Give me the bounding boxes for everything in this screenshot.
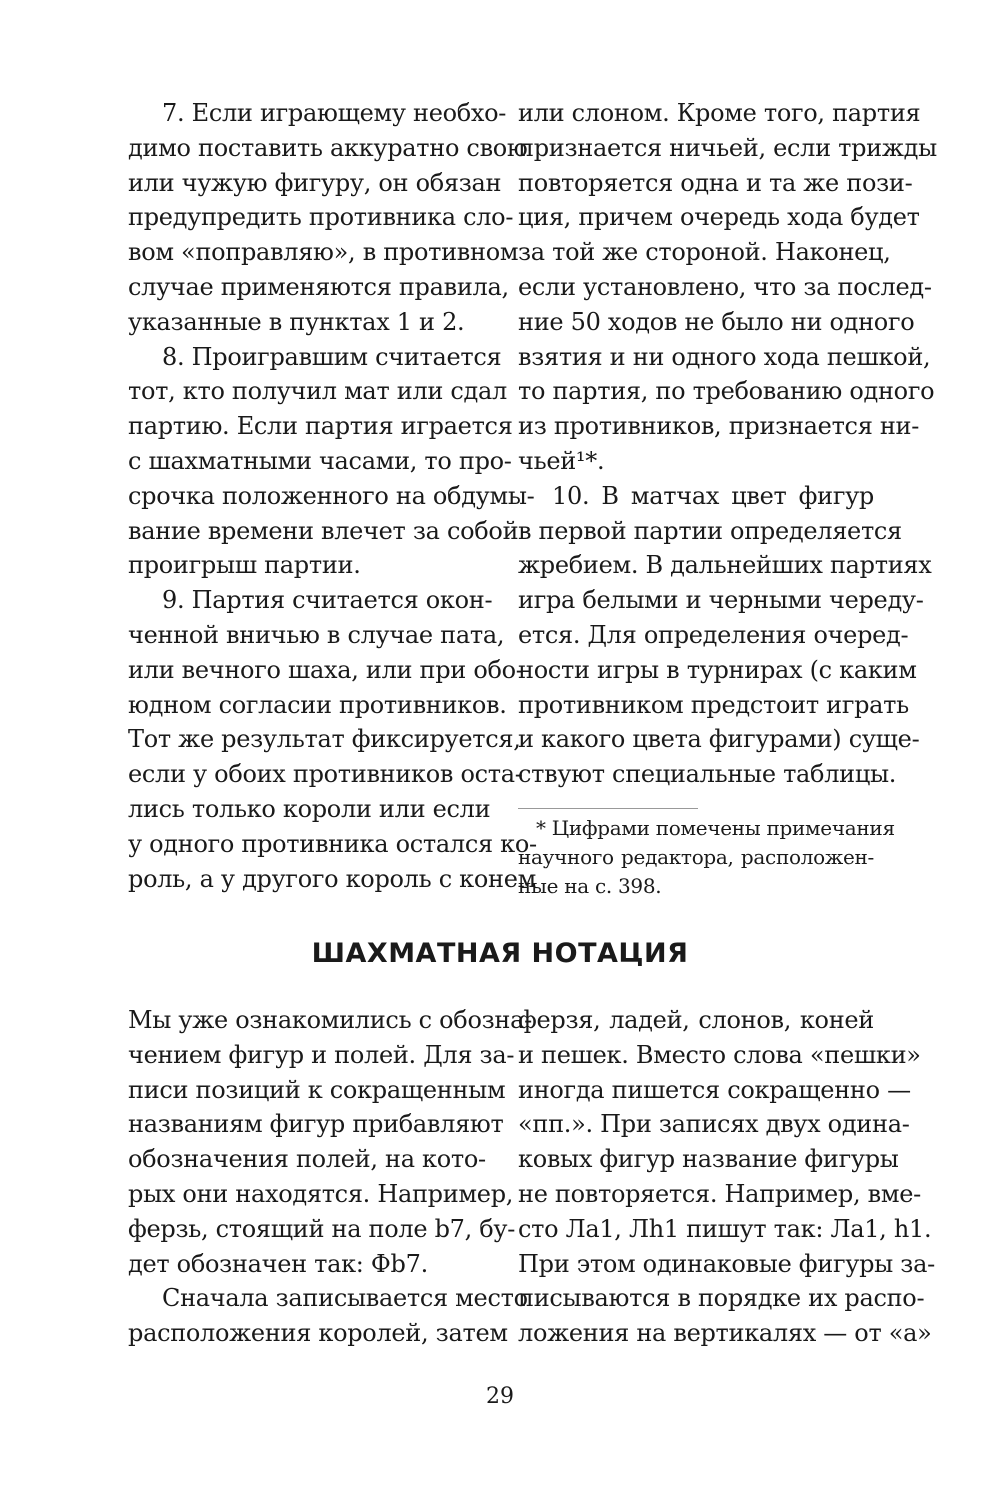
text-line: Мы уже ознакомились с обозна- <box>128 1006 532 1034</box>
text-line: ствуют специальные таблицы. <box>518 760 897 789</box>
text-line: чьей¹*. <box>518 446 605 475</box>
text-line: указанные в пунктах 1 и 2. <box>128 307 465 336</box>
text-line: вание времени влечет за собой <box>128 516 519 545</box>
text-line: 10. В матчах цвет фигур <box>552 481 874 510</box>
right-column-top <box>518 96 937 792</box>
text-line: не повторяется. Например, вме- <box>518 1179 921 1208</box>
text-line: сто Ла1, Лh1 пишут так: Ла1, h1. <box>518 1214 932 1243</box>
text-line: 9. Партия считается окон- <box>162 586 493 615</box>
paragraph-8 <box>128 340 535 584</box>
text-line: или слоном. Кроме того, партия <box>518 99 921 127</box>
text-line: расположения королей, затем <box>128 1319 508 1348</box>
text-line: срочка положенного на обдумы- <box>128 481 535 510</box>
text-line: юдном согласии противников. <box>128 690 507 719</box>
text-line: партию. Если партия играется <box>128 412 513 441</box>
text-line: ковых фигур название фигуры <box>518 1145 899 1174</box>
text-line: дет обозначен так: Фb7. <box>128 1249 428 1278</box>
text-line: Сначала записывается место <box>162 1284 528 1313</box>
text-line: ется. Для определения очеред- <box>518 620 909 649</box>
paragraph-notation-2-continued <box>518 1003 935 1351</box>
text-line: «пп.». При записях двух одина- <box>518 1110 910 1139</box>
text-line: вом «поправляю», в противном <box>128 238 519 267</box>
section-heading: ШАХМАТНАЯ НОТАЦИЯ <box>311 938 689 969</box>
footnote-line: ные на с. 398. <box>518 874 662 898</box>
paragraph-9-continued <box>518 96 937 479</box>
footnote <box>518 814 895 901</box>
text-line: и пешек. Вместо слова «пешки» <box>518 1040 921 1069</box>
text-line: или вечного шаха, или при обо- <box>128 655 524 684</box>
text-line: случае применяются правила, <box>128 272 509 301</box>
paragraph-9 <box>128 583 537 896</box>
text-line: если установлено, что за послед- <box>518 272 932 301</box>
paragraph-7 <box>128 96 528 340</box>
page-number: 29 <box>486 1384 514 1409</box>
text-line: или чужую фигуру, он обязан <box>128 168 502 197</box>
text-line: ченной вничью в случае пата, <box>128 620 505 649</box>
text-line: писываются в порядке их распо- <box>518 1284 925 1313</box>
footnote-divider <box>518 808 698 809</box>
footnote-line: * Цифрами помечены примечания <box>536 816 895 840</box>
text-line: с шахматными часами, то про- <box>128 446 512 475</box>
text-line: писи позиций к сокращенным <box>128 1075 506 1104</box>
text-line: 8. Проигравшим считается <box>162 342 502 371</box>
text-line: противником предстоит играть <box>518 690 909 719</box>
text-line: взятия и ни одного хода пешкой, <box>518 342 931 371</box>
text-line: за той же стороной. Наконец, <box>518 238 891 267</box>
text-line: 7. Если играющему необхо- <box>162 99 507 127</box>
text-line: ция, причем очередь хода будет <box>518 203 920 232</box>
text-line: ферзя, ладей, слонов, коней <box>518 1006 874 1034</box>
text-line: у одного противника остался ко- <box>128 829 537 858</box>
text-line: если у обоих противников оста- <box>128 760 523 789</box>
right-column-bottom <box>518 1003 935 1351</box>
text-line: жребием. В дальнейших партиях <box>518 551 932 580</box>
text-line: игра белыми и черными череду- <box>518 586 924 615</box>
paragraph-notation-2 <box>128 1281 528 1351</box>
text-line: проигрыш партии. <box>128 551 361 580</box>
text-line: ложения на вертикалях — от «а» <box>518 1319 932 1348</box>
text-line: названиям фигур прибавляют <box>128 1110 504 1139</box>
text-line: в первой партии определяется <box>518 516 902 545</box>
text-line: димо поставить аккуратно свою <box>128 133 528 162</box>
left-column-bottom <box>128 1003 532 1351</box>
paragraph-notation-1 <box>128 1003 532 1281</box>
text-line: и какого цвета фигурами) суще- <box>518 725 920 754</box>
text-line: повторяется одна и та же пози- <box>518 168 913 197</box>
text-line: признается ничьей, если трижды <box>518 133 937 162</box>
text-line: лись только короли или если <box>128 794 491 823</box>
text-line: обозначения полей, на кото- <box>128 1145 486 1174</box>
text-line: из противников, признается ни- <box>518 412 920 441</box>
text-line: чением фигур и полей. Для за- <box>128 1040 515 1069</box>
text-line: ние 50 ходов не было ни одного <box>518 307 915 336</box>
left-column-top <box>128 96 537 896</box>
text-line: Тот же результат фиксируется, <box>128 725 521 754</box>
text-line: то партия, по требованию одного <box>518 377 935 406</box>
text-line: иногда пишется сокращенно — <box>518 1075 911 1104</box>
text-line: При этом одинаковые фигуры за- <box>518 1249 935 1278</box>
text-line: предупредить противника сло- <box>128 203 514 232</box>
text-line: рых они находятся. Например, <box>128 1179 514 1208</box>
text-line: роль, а у другого король с конем <box>128 864 536 893</box>
text-line: ности игры в турнирах (с каким <box>518 655 917 684</box>
footnote-line: научного редактора, расположен- <box>518 845 874 869</box>
text-line: ферзь, стоящий на поле b7, бу- <box>128 1214 516 1243</box>
paragraph-10 <box>518 479 932 792</box>
text-line: тот, кто получил мат или сдал <box>128 377 507 406</box>
